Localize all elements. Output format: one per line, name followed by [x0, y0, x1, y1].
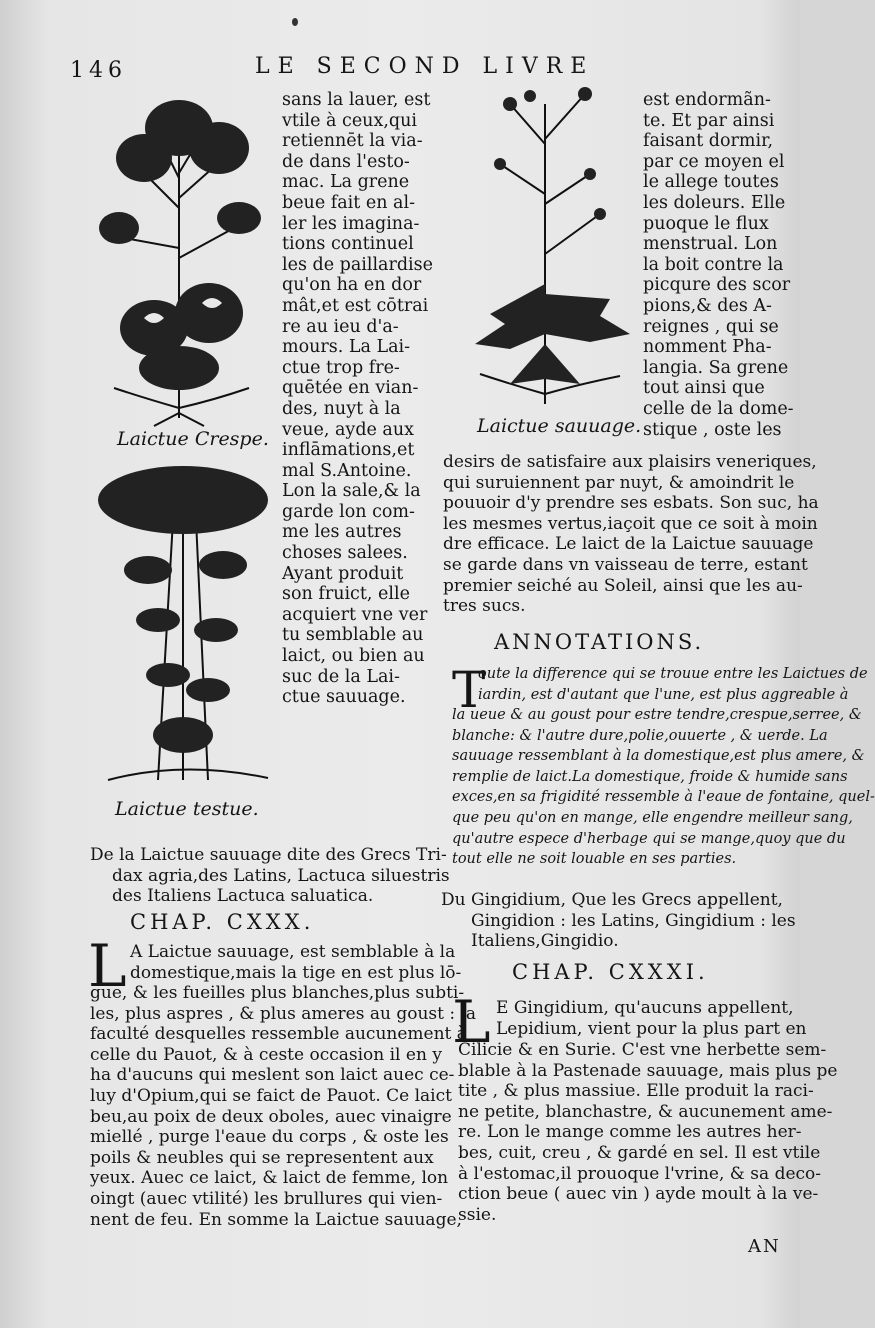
text-line: qu'on ha en dor: [282, 275, 422, 296]
text-line: garde lon com-: [282, 501, 415, 522]
text-line: Ayant produit: [282, 563, 404, 584]
text-line: iardin, est d'autant que l'une, est plus aggreable à: [478, 686, 849, 703]
text-line: les, plus aspres , & plus ameres au goust : la: [90, 1003, 477, 1024]
text-line: ctue trop fre-: [282, 357, 400, 378]
text-line: E Gingidium, qu'aucuns appellent,: [496, 998, 794, 1018]
ink-dot: [292, 18, 298, 26]
text-line: les doleurs. Elle: [643, 192, 786, 213]
caption-laictue-crespe: Laictue Crespe.: [117, 428, 269, 450]
chapter-131-first-lines: [496, 998, 807, 1039]
text-line: que peu qu'on en mange, elle engendre meilleur sang,: [452, 809, 853, 826]
text-line: Italiens,Gingidio.: [471, 931, 619, 952]
chapter-130-first-lines: [130, 942, 461, 983]
text-line: Gingidion : les Latins, Gingidium : les: [471, 910, 796, 931]
text-line: puoque le flux: [643, 213, 769, 234]
text-line: Lepidium, vient pour la plus part en: [496, 1018, 807, 1039]
chapter-131-title: CHAP. CXXXI.: [512, 960, 709, 984]
text-line: oute la difference qui se trouue entre les Laictues de: [478, 666, 868, 682]
text-line: premier seiché au Soleil, ainsi que les au-: [443, 575, 803, 596]
chapter-130-dropcap: L: [88, 932, 127, 1000]
chapter-130-title: CHAP. CXXX.: [130, 910, 315, 934]
text-line: miellé , purge l'eaue du corps , & oste les: [90, 1127, 449, 1148]
text-line: bes, cuit, creu , & gardé en sel. Il est vtile: [458, 1142, 821, 1163]
text-line: dre efficace. Le laict de la Laictue sauuage: [443, 534, 814, 555]
text-line: est endormãn-: [643, 90, 771, 110]
text-line: menstrual. Lon: [643, 234, 778, 255]
text-line: me les autres: [282, 522, 402, 543]
text-line: ler les imagina-: [282, 213, 420, 234]
text-line: faisant dormir,: [643, 131, 774, 152]
text-line: acquiert vne ver: [282, 604, 428, 625]
text-line: luy d'Opium,qui se faict de Pauot. Ce laict: [90, 1085, 452, 1106]
text-line: qu'autre espece d'herbage qui se mange,quoy que du: [452, 830, 846, 847]
text-line: desirs de satisfaire aux plaisirs veneriques,: [443, 452, 817, 472]
caption-laictue-testue: Laictue testue.: [115, 798, 259, 820]
text-line: langia. Sa grene: [643, 357, 789, 378]
text-line: suc de la Lai-: [282, 666, 400, 687]
text-line: les mesmes vertus,iaçoit que ce soit à moin: [443, 513, 818, 534]
text-line: qui suruiennent par nuyt, & amoindrit le: [443, 472, 795, 493]
text-line: la ueue & au goust pour estre tendre,crespue,serree, &: [452, 707, 862, 723]
text-line: oingt (auec vtilité) les brullures qui vien-: [90, 1188, 443, 1209]
text-line: des Italiens Lactuca saluatica.: [112, 886, 374, 907]
text-line: des, nuyt à la: [282, 398, 401, 419]
text-line: blable à la Pastenade sauuage, mais plus pe: [458, 1060, 838, 1081]
text-line: beue fait en al-: [282, 192, 415, 213]
chapter-131-body: [458, 1040, 837, 1225]
text-line: nomment Pha-: [643, 337, 772, 358]
text-line: celle du Pauot, & à ceste occasion il en y: [90, 1044, 442, 1065]
text-line: A Laictue sauuage, est semblable à la: [130, 942, 456, 962]
text-line: reignes , qui se: [643, 316, 779, 337]
text-line: de dans l'esto-: [282, 151, 410, 172]
text-line: De la Laictue sauuage dite des Grecs Tri-: [90, 845, 447, 865]
text-line: ssie.: [458, 1204, 497, 1225]
text-line: tu semblable au: [282, 625, 424, 646]
text-line: dax agria,des Latins, Lactuca siluestris: [112, 865, 450, 886]
text-line: Du Gingidium, Que les Grecs appellent,: [441, 890, 783, 910]
annotations-text: [478, 664, 868, 705]
text-line: sans la lauer, est: [282, 90, 431, 110]
text-line: beu,au poix de deux oboles, auec vinaigre: [90, 1106, 452, 1127]
page-number: 146: [70, 58, 127, 83]
text-line: mours. La Lai-: [282, 337, 411, 358]
text-line: son fruict, elle: [282, 584, 410, 605]
annotations-title: ANNOTATIONS.: [494, 630, 705, 654]
text-line: veue, ayde aux: [282, 419, 415, 440]
text-line: nent de feu. En somme la Laictue sauuage,: [90, 1209, 462, 1230]
text-line: tite , & plus massiue. Elle produit la raci-: [458, 1081, 814, 1102]
chapter-131-dropcap: L: [452, 988, 491, 1056]
text-line: ha d'aucuns qui meslent son laict auec ce-: [90, 1065, 455, 1086]
text-line: sauuage ressemblant à la domestique,est plus amere, &: [452, 748, 865, 765]
chapter-130-body: [90, 983, 476, 1230]
text-line: laict, ou bien au: [282, 646, 425, 667]
text-line: re au ieu d'a-: [282, 316, 399, 337]
text-line: exces,en sa frigidité ressemble à l'eaue de fontaine, quel-: [452, 789, 875, 806]
text-line: tres sucs.: [443, 596, 526, 617]
text-line: ne petite, blanchastre, & aucunement ame-: [458, 1101, 833, 1122]
text-line: les de paillardise: [282, 254, 433, 275]
text-line: gue, & les fueilles plus blanches,plus subti-: [90, 983, 465, 1003]
text-line: pouuoir d'y prendre ses esbats. Son suc, ha: [443, 493, 819, 514]
right-upper-text: [643, 90, 794, 440]
text-line: vtile à ceux,qui: [282, 110, 417, 131]
text-line: Cilicie & en Surie. C'est vne herbette sem-: [458, 1040, 827, 1060]
text-line: yeux. Auec ce laict, & laict de femme, lon: [90, 1168, 449, 1189]
text-line: remplie de laict.La domestique, froide & humide sans: [452, 768, 848, 785]
text-line: celle de la dome-: [643, 398, 794, 419]
text-line: choses salees.: [282, 543, 408, 564]
text-line: tout elle ne soit louable en ses parties.: [452, 851, 737, 868]
text-line: stique , oste les: [643, 419, 782, 440]
text-line: re. Lon le mange comme les autres her-: [458, 1122, 802, 1143]
text-line: quētée en vian-: [282, 378, 419, 399]
text-line: poils & neubles qui se representent aux: [90, 1147, 434, 1168]
text-line: mac. La grene: [282, 172, 410, 193]
right-full-text: [443, 452, 819, 617]
text-line: retiennēt la via-: [282, 131, 423, 152]
text-line: mât,et est cōtrai: [282, 295, 429, 316]
text-line: inflāmations,et: [282, 440, 415, 461]
laictue-sauuage-illustration: [470, 84, 638, 414]
text-line: tout ainsi que: [643, 378, 765, 399]
text-line: pions,& des A-: [643, 295, 772, 316]
text-line: ctue sauuage.: [282, 687, 406, 708]
text-line: te. Et par ainsi: [643, 110, 775, 131]
left-upper-text: [282, 90, 433, 708]
text-line: se garde dans vn vaisseau de terre, estant: [443, 554, 808, 575]
chapter-130-heading: [90, 845, 450, 907]
text-line: à l'estomac,il prouoque l'vrine, & sa deco-: [458, 1163, 822, 1184]
laictue-crespe-illustration: [84, 88, 274, 428]
annotations-dropcap: T: [452, 661, 486, 719]
text-line: la boit contre la: [643, 254, 784, 275]
caption-laictue-sauuage: Laictue sauuage.: [477, 415, 642, 437]
running-title: LE SECOND LIVRE: [255, 54, 595, 79]
text-line: domestique,mais la tige en est plus lō-: [130, 962, 462, 983]
text-line: par ce moyen el: [643, 151, 785, 172]
text-line: picqure des scor: [643, 275, 791, 296]
text-line: tions continuel: [282, 234, 414, 255]
laictue-testue-illustration: [88, 460, 278, 790]
text-line: faculté desquelles ressemble aucunement à: [90, 1024, 467, 1045]
annotations-text-continued: [452, 705, 875, 870]
chapter-131-heading: [441, 890, 796, 952]
text-line: blanche: & l'autre dure,polie,ouuerte , & uerde. La: [452, 727, 828, 744]
catchword: AN: [748, 1236, 781, 1257]
text-line: mal S.Antoine.: [282, 460, 412, 481]
text-line: ction beue ( auec vin ) ayde moult à la ve-: [458, 1184, 819, 1205]
text-line: Lon la sale,& la: [282, 481, 421, 502]
text-line: le allege toutes: [643, 172, 779, 193]
